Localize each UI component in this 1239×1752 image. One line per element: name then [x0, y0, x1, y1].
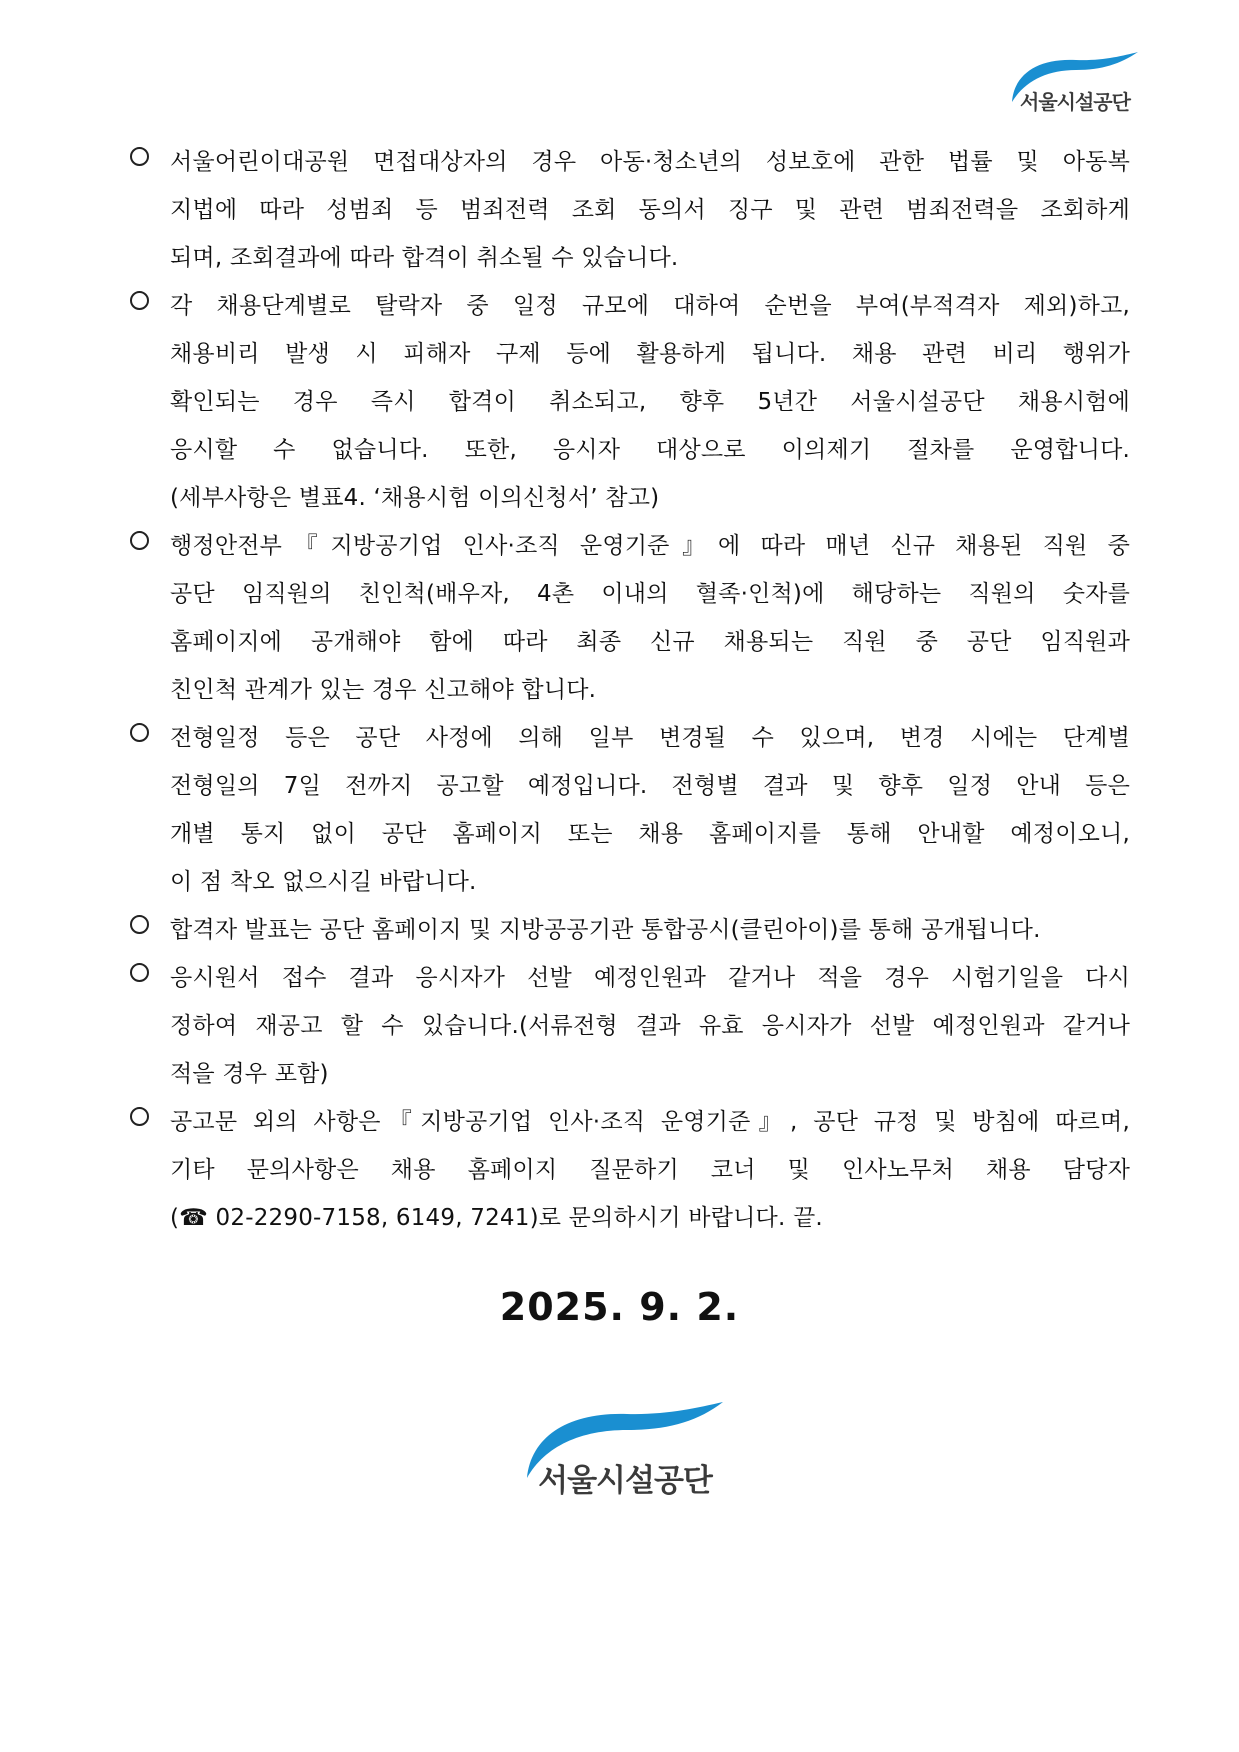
- notice-line: 전형일의 7일 전까지 공고할 예정입니다. 전형별 결과 및 향후 일정 안내 등은: [170, 773, 1130, 799]
- brand-name: 서울시설공단: [538, 1463, 712, 1499]
- circle-bullet-icon: [130, 963, 149, 982]
- notice-line: 이 점 착오 없으시길 바랍니다.: [170, 869, 477, 895]
- notice-line: 기타 문의사항은 채용 홈페이지 질문하기 코너 및 인사노무처 채용 담당자: [170, 1157, 1130, 1183]
- notice-line: 합격자 발표는 공단 홈페이지 및 지방공공기관 통합공시(클린아이)를 통해 공개됩니다.: [170, 917, 1041, 943]
- notice-line: 친인척 관계가 있는 경우 신고해야 합니다.: [170, 677, 597, 703]
- notice-line: 되며, 조회결과에 따라 합격이 취소될 수 있습니다.: [170, 245, 679, 271]
- notice-line: 서울어린이대공원 면접대상자의 경우 아동·청소년의 성보호에 관한 법률 및 아동복: [170, 149, 1130, 175]
- brand-logo-bottom: [525, 1400, 725, 1505]
- notice-line: 홈페이지에 공개해야 함에 따라 최종 신규 채용되는 직원 중 공단 임직원과: [170, 629, 1130, 655]
- notice-line: (세부사항은 별표4. ‘채용시험 이의신청서’ 참고): [170, 485, 660, 511]
- notice-item: [130, 1098, 1130, 1242]
- notice-line: 각 채용단계별로 탈락자 중 일정 규모에 대하여 순번을 부여(부적격자 제외)하고,: [170, 293, 1130, 319]
- notice-line: 응시원서 접수 결과 응시자가 선발 예정인원과 같거나 적을 경우 시험기일을 다시: [170, 965, 1130, 991]
- notice-line: 적을 경우 포함): [170, 1061, 329, 1087]
- notice-line: 개별 통지 없이 공단 홈페이지 또는 채용 홈페이지를 통해 안내할 예정이오니,: [170, 821, 1130, 847]
- notice-line: 공고문 외의 사항은『지방공기업 인사·조직 운영기준』, 공단 규정 및 방침에 따르며,: [170, 1109, 1130, 1135]
- brand-name: 서울시설공단: [1020, 90, 1130, 114]
- brand-logo-top: [1010, 50, 1140, 120]
- notice-item: [130, 282, 1130, 522]
- announcement-date: 2025. 9. 2.: [499, 1285, 740, 1329]
- notice-line: 정하여 재공고 할 수 있습니다.(서류전형 결과 유효 응시자가 선발 예정인원과 같거나: [170, 1013, 1130, 1039]
- circle-bullet-icon: [130, 1107, 149, 1126]
- notice-item: [130, 714, 1130, 906]
- notice-line: 전형일정 등은 공단 사정에 의해 일부 변경될 수 있으며, 변경 시에는 단계별: [170, 725, 1130, 751]
- circle-bullet-icon: [130, 531, 149, 550]
- notice-line: 채용비리 발생 시 피해자 구제 등에 활용하게 됩니다. 채용 관련 비리 행위가: [170, 341, 1130, 367]
- circle-bullet-icon: [130, 723, 149, 742]
- notice-line: 행정안전부『지방공기업 인사·조직 운영기준』에 따라 매년 신규 채용된 직원 중: [170, 533, 1130, 559]
- circle-bullet-icon: [130, 147, 149, 166]
- notice-line: (☎ 02-2290-7158, 6149, 7241)로 문의하시기 바랍니다. 끝.: [170, 1205, 823, 1231]
- circle-bullet-icon: [130, 291, 149, 310]
- circle-bullet-icon: [130, 915, 149, 934]
- notice-line: 확인되는 경우 즉시 합격이 취소되고, 향후 5년간 서울시설공단 채용시험에: [170, 389, 1130, 415]
- notice-item: [130, 954, 1130, 1098]
- notice-line: 응시할 수 없습니다. 또한, 응시자 대상으로 이의제기 절차를 운영합니다.: [170, 437, 1130, 463]
- notice-line: 공단 임직원의 친인척(배우자, 4촌 이내의 혈족·인척)에 해당하는 직원의 숫자를: [170, 581, 1130, 607]
- notice-item: [130, 138, 1130, 282]
- notice-line: 지법에 따라 성범죄 등 범죄전력 조회 동의서 징구 및 관련 범죄전력을 조회하게: [170, 197, 1130, 223]
- notice-item: [130, 906, 1130, 954]
- notice-item: [130, 522, 1130, 714]
- notice-list: [130, 138, 1130, 1242]
